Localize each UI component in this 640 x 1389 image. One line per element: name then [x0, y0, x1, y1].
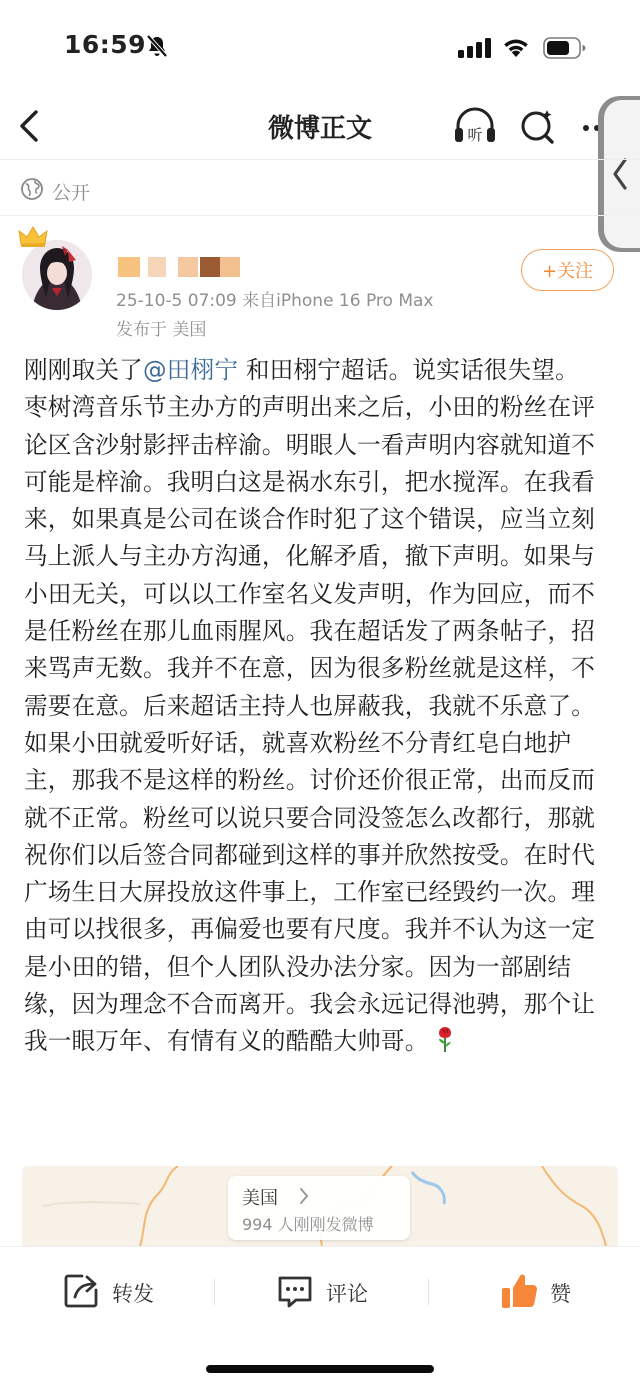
home-indicator	[206, 1365, 434, 1373]
comment-button[interactable]	[276, 1273, 368, 1313]
like-button[interactable]	[500, 1273, 571, 1313]
location-tag[interactable]	[228, 1176, 410, 1240]
battery-icon	[543, 37, 587, 63]
map-place: 美国	[242, 1188, 278, 1209]
nav-bar	[0, 96, 640, 158]
search-icon[interactable]	[518, 104, 558, 152]
post-meta: 25-10-5 07:09 来自iPhone 16 Pro Max	[116, 291, 434, 311]
svg-text:听: 听	[467, 126, 483, 144]
repost-icon	[62, 1272, 100, 1314]
divider	[0, 159, 640, 160]
headphones-listen-icon[interactable]	[452, 104, 498, 152]
chevron-left-icon	[610, 156, 630, 196]
rose-icon	[433, 1025, 457, 1064]
map-count: 994 人刚刚发微博	[242, 1215, 374, 1234]
bell-mute-icon	[146, 34, 168, 62]
divider	[214, 1279, 215, 1305]
side-drawer-handle[interactable]	[598, 96, 640, 252]
status-time: 16:59	[64, 30, 147, 59]
mention-link[interactable]: @田栩宁	[142, 356, 239, 384]
post-text: 和田栩宁超话。说实话很失望。枣树湾音乐节主办方的声明出来之后，小田的粉丝在评论区含沙射影抨击梓渝。明眼人一看声明内容就知道不可能是梓渝。我明白这是祸水东引，把水搅浑。在我看来，如果真是公司在谈合作时犯了这个错误，应当立刻马上派人与主办方沟通，化解矛盾，撤下声明。如果与小田无关，可以以工作室名义发声明，作为回应，而不是任粉丝在那儿血雨腥风。我在超话发了两条帖子，招来骂声无数。我并不在意，因为很多粉丝就是这样，不需要在意。后来超话主持人也屏蔽我，我就不乐意了。如果小田就爱听好话，就喜欢粉丝不分青红皂白地护主，那我不是这样的粉丝。讨价还价很正常，出而反而就不正常。粉丝可以说只要合同没签怎么改都行，那就祝你们以后签合同都碰到这样的事并欣然按受。在时代广场生日大屏投放这件事上，工作室已经毁约一次。理由可以找很多，再偏爱也要有尺度。我并不认为这一定是小田的错，但个人团队没办法分家。因为一部剧结缘，因为理念不合而离开。我会永远记得池骋，那个让我一眼万年、有情有义的酷酷大帅哥。	[24, 356, 596, 1056]
post-text: 刚刚取关了	[24, 356, 143, 384]
comment-label: 评论	[326, 1282, 368, 1306]
divider	[0, 215, 640, 216]
globe-icon	[20, 177, 44, 205]
repost-label: 转发	[112, 1282, 154, 1306]
comment-icon	[276, 1272, 314, 1314]
crown-badge-icon	[18, 226, 48, 252]
like-label: 赞	[550, 1282, 571, 1306]
chevron-right-icon	[298, 1186, 310, 1210]
author-name-redacted[interactable]	[118, 257, 240, 277]
thumbs-up-icon	[500, 1271, 538, 1315]
post-location: 发布于 美国	[116, 320, 207, 340]
repost-button[interactable]	[62, 1273, 154, 1313]
visibility-label: 公开	[52, 181, 91, 204]
post-body	[24, 352, 596, 1065]
status-bar	[0, 0, 640, 96]
follow-button[interactable]: +关注	[521, 249, 614, 291]
divider	[428, 1279, 429, 1305]
visibility-indicator	[20, 176, 90, 206]
page-title: 微博正文	[267, 114, 372, 144]
wifi-icon	[502, 36, 530, 62]
cellular-signal-icon	[458, 38, 492, 62]
